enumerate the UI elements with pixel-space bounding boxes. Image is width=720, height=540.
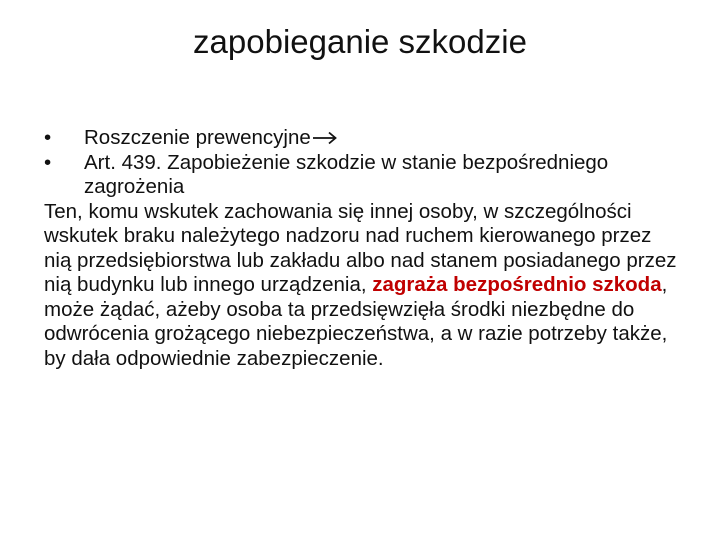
bullet-item-art-439 (44, 151, 684, 200)
bullet-text: Art. 439. Zapobieżenie szkodzie w stanie bezpośredniego zagrożenia (84, 150, 609, 198)
paragraph-emphasis: zagraża bezpośrednio szkoda (372, 273, 662, 296)
bullet-item-roszczenie (44, 126, 684, 151)
paragraph-text-after: , może żądać, ażeby osoba ta przedsięwzięła środki niezbędne do odwrócenia grożącego niebezpieczeństwa, a w razie potrzeby także, by dała odpowiednie zabezpieczenie. (44, 273, 668, 370)
article-paragraph (44, 200, 684, 372)
bullet-dot: • (44, 126, 52, 149)
slide-content (44, 126, 684, 371)
bullet-text: Roszczenie prewencyjne (84, 126, 311, 149)
slide-title: zapobieganie szkodzie (193, 23, 527, 60)
right-arrow-icon (312, 131, 338, 145)
paragraph-text-before: Ten, komu wskutek zachowania się innej osoby, w szczególności wskutek braku należytego nadzoru nad ruchem kierowanego przez nią przedsiębiorstwa lub zakładu albo nad stanem posiadanego przez nią budynku lub innego urządzenia, (44, 199, 677, 296)
bullet-dot: • (44, 150, 52, 174)
